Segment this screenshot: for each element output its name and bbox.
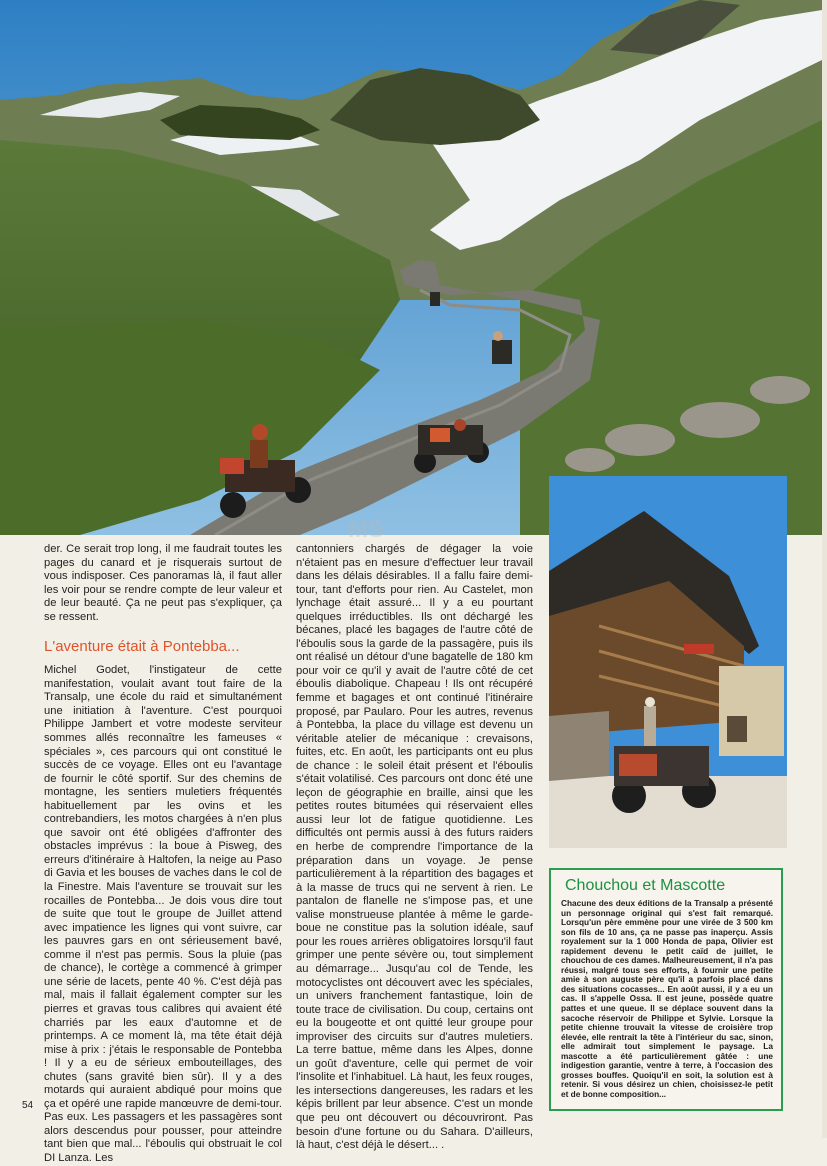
section-title: L'aventure était à Pontebba... xyxy=(44,638,240,656)
intro-paragraph: der. Ce serait trop long, il me faudrait toutes les pages du canard et je risquerais surtout de vous indisposer. Ces panoramas là, il faut aller les voir pour se rendre compte de leur valeur et de leur beauté. Ça ne peut pas s'expliquer, ça se ressent. xyxy=(44,543,282,623)
article-column-2 xyxy=(296,543,533,1153)
mountain-road-photo xyxy=(0,0,822,535)
sidebar-title: Chouchou et Mascotte xyxy=(565,877,726,894)
article-column-1 xyxy=(44,543,282,1166)
body-paragraph: Michel Godet, l'instigateur de cette manifestation, voulait avant tout faire de la Transalp, une école du raid et simultanément une initiation à l'aventure. C'est pourquoi Philippe Jambert et votre modeste serviteur sommes allés reconnaître les fameuses « spéciales », ces parcours qui ont constitué le succès de ce voyage. Elles ont eu l'avantage de fournir le côté sportif. Sur des chemins de montagne, les sentiers muletiers fréquentés habituellement par les ovins et les contrebandiers, les motos chargées à n'en plus que savoir ont été obligées d'affronter des obstacles imprévus : la boue à Pisweg, des erreurs d'itinéraire à Haltofen, la neige au Paso di Gavia et les bouses de vaches dans le col de la Finestre. Mais l'aventure se trouvait sur les rocailles de Pontebba... Je dois vous dire tout de suite que tout le groupe de Juillet attend avec impatience les lignes qui vont suivre, car les pauvres gars en ont sérieusement bavé, comme il n'est pas permis. Sous la pluie (pas de chance), le cortège a commencé à grimper une série de lacets, pente 40 %. C'est déjà pas mal, mais il fallait également compter sur les pierres et gravas tous calibres qui avaient été charriés par les eaux d'automne et de printemps. A ce moment là, ma tête était déjà mise à prix : j'étais le responsable de Pontebba ! Il y a eu de sérieux embouteillages, des chutes (sans gravité bien sûr). Il y a des motards qui auraient abdiqué pour moins que ça et opéré une rapide manœuvre de demi-tour. Pas eux. Les passagers et les passagères sont alors descendus pour pousser, pour atteindre tant bien que mal... l'éboulis qui obstruait le col DI Lanza. Les xyxy=(44,664,282,1164)
motorcycle-rider xyxy=(430,292,440,306)
sidebar-box xyxy=(549,868,783,1111)
page-edge xyxy=(822,0,827,1138)
svg-text:MS: MS xyxy=(348,516,384,543)
body-paragraph: cantonniers chargés de dégager la voie n'étaient pas en mesure d'effectuer leur travail dans les délais désirables. Il a fallu faire demi-tour, tant d'efforts pour rien. Au Castelet, mon lynchage était assuré... Il y a eu pourtant quelques irréductibles. Ils ont déchargé les bécanes, placé les bagages de l'autre côté de l'éboulis sous la garde de la passagère, puis ils ont réalisé un détour d'une bagatelle de 180 km pour voir ce qu'il y avait de l'autre côté de cet éboulis diabolique. Chapeau ! Ils ont récupéré femme et bagages et ont continué l'itinéraire proposé, par Paularo. Pour les autres, revenus à Pontebba, la place du village est devenu un véritable atelier de mécanique : crevaisons, fuites, etc. En août, les participants ont eu plus de chance : le soleil était présent et l'éboulis s'était volatilisé. Ces parcours ont donc été une leçon de géographie en braille, ainsi que les petites routes bitumées qui réservaient elles aussi leur lot de fatigue quotidienne. Les difficultés ont permis aussi à des futurs raiders en herbe de comprendre l'importance de la préparation dans un voyage. Je pense particulièrement à la répartition des bagages et à la masse de trucs qui ne servent à rien. Le pantalon de flanelle ne s'impose pas, et une valise monstrueuse plantée à même le garde-boue ne constitue pas la solution idéale, sauf pour les roues arrières obligatoires lorsqu'il faut grimper une pente sévère ou, tout simplement au démarrage... Jusqu'au col de Tende, les motocyclistes ont découvert avec les spéciales, un univers franchement fantastique, loin de toute trace de civilisation. Du coup, certains ont eu la bougeotte et ont quitté leur groupe pour improviser des circuits sur d'autres muletiers. La terre battue, même dans les Alpes, donne un goût d'aventure, celle qui permet de voir l'insolite et l'inhabituel. Là haut, les feux rouges, les intersections dangereuses, les radars et les képis brillent par leur absence. C'est un monde que peu ont découvert ou découvriront. Pas besoin d'une fortune ou du Sahara. D'ailleurs, là haut, c'est déjà le désert... . xyxy=(296,543,533,1152)
sidebar-text: Chacune des deux éditions de la Transalp a présenté un personnage original qui s'est fait remarqué. Lorsqu'un père emmène pour une virée de 3 500 km son fils de 10 ans, ça ne passe pas inaperçu. Assis royalement sur la 1 000 Honda de papa, Olivier est rapidement devenu le petit caïd de juillet, le chouchou de ces dames. Malheureusement, il n'a pas réussi, malgré tous ses efforts, à fournir une petite amie à son auguste père qu'il a parfois placé dans des situations cocasses... En août aussi, il y a eu un cas. Il s'appelle Ossa. Il est jeune, possède quatre pattes et une queue. Il se déplace souvent dans la sacoche réservoir de Philippe et Sylvie. Lorsque la petite chienne trouvait la vitesse de croisière trop élevée, elle rentrait la tête à l'intérieur du sac, sinon, elle admirait tout simplement le paysage. La mascotte a été particulièrement gâtée : une indigestion garantie, ventre à terre, à l'occasion des grosses bouffes. Quoiqu'il en soit, la solution est à retenir. Si vous désirez un chien, choisissez-le petit et de bonne composition... xyxy=(561,898,773,1099)
chalet-photo xyxy=(549,476,787,848)
page-number: 54 xyxy=(22,1100,34,1111)
